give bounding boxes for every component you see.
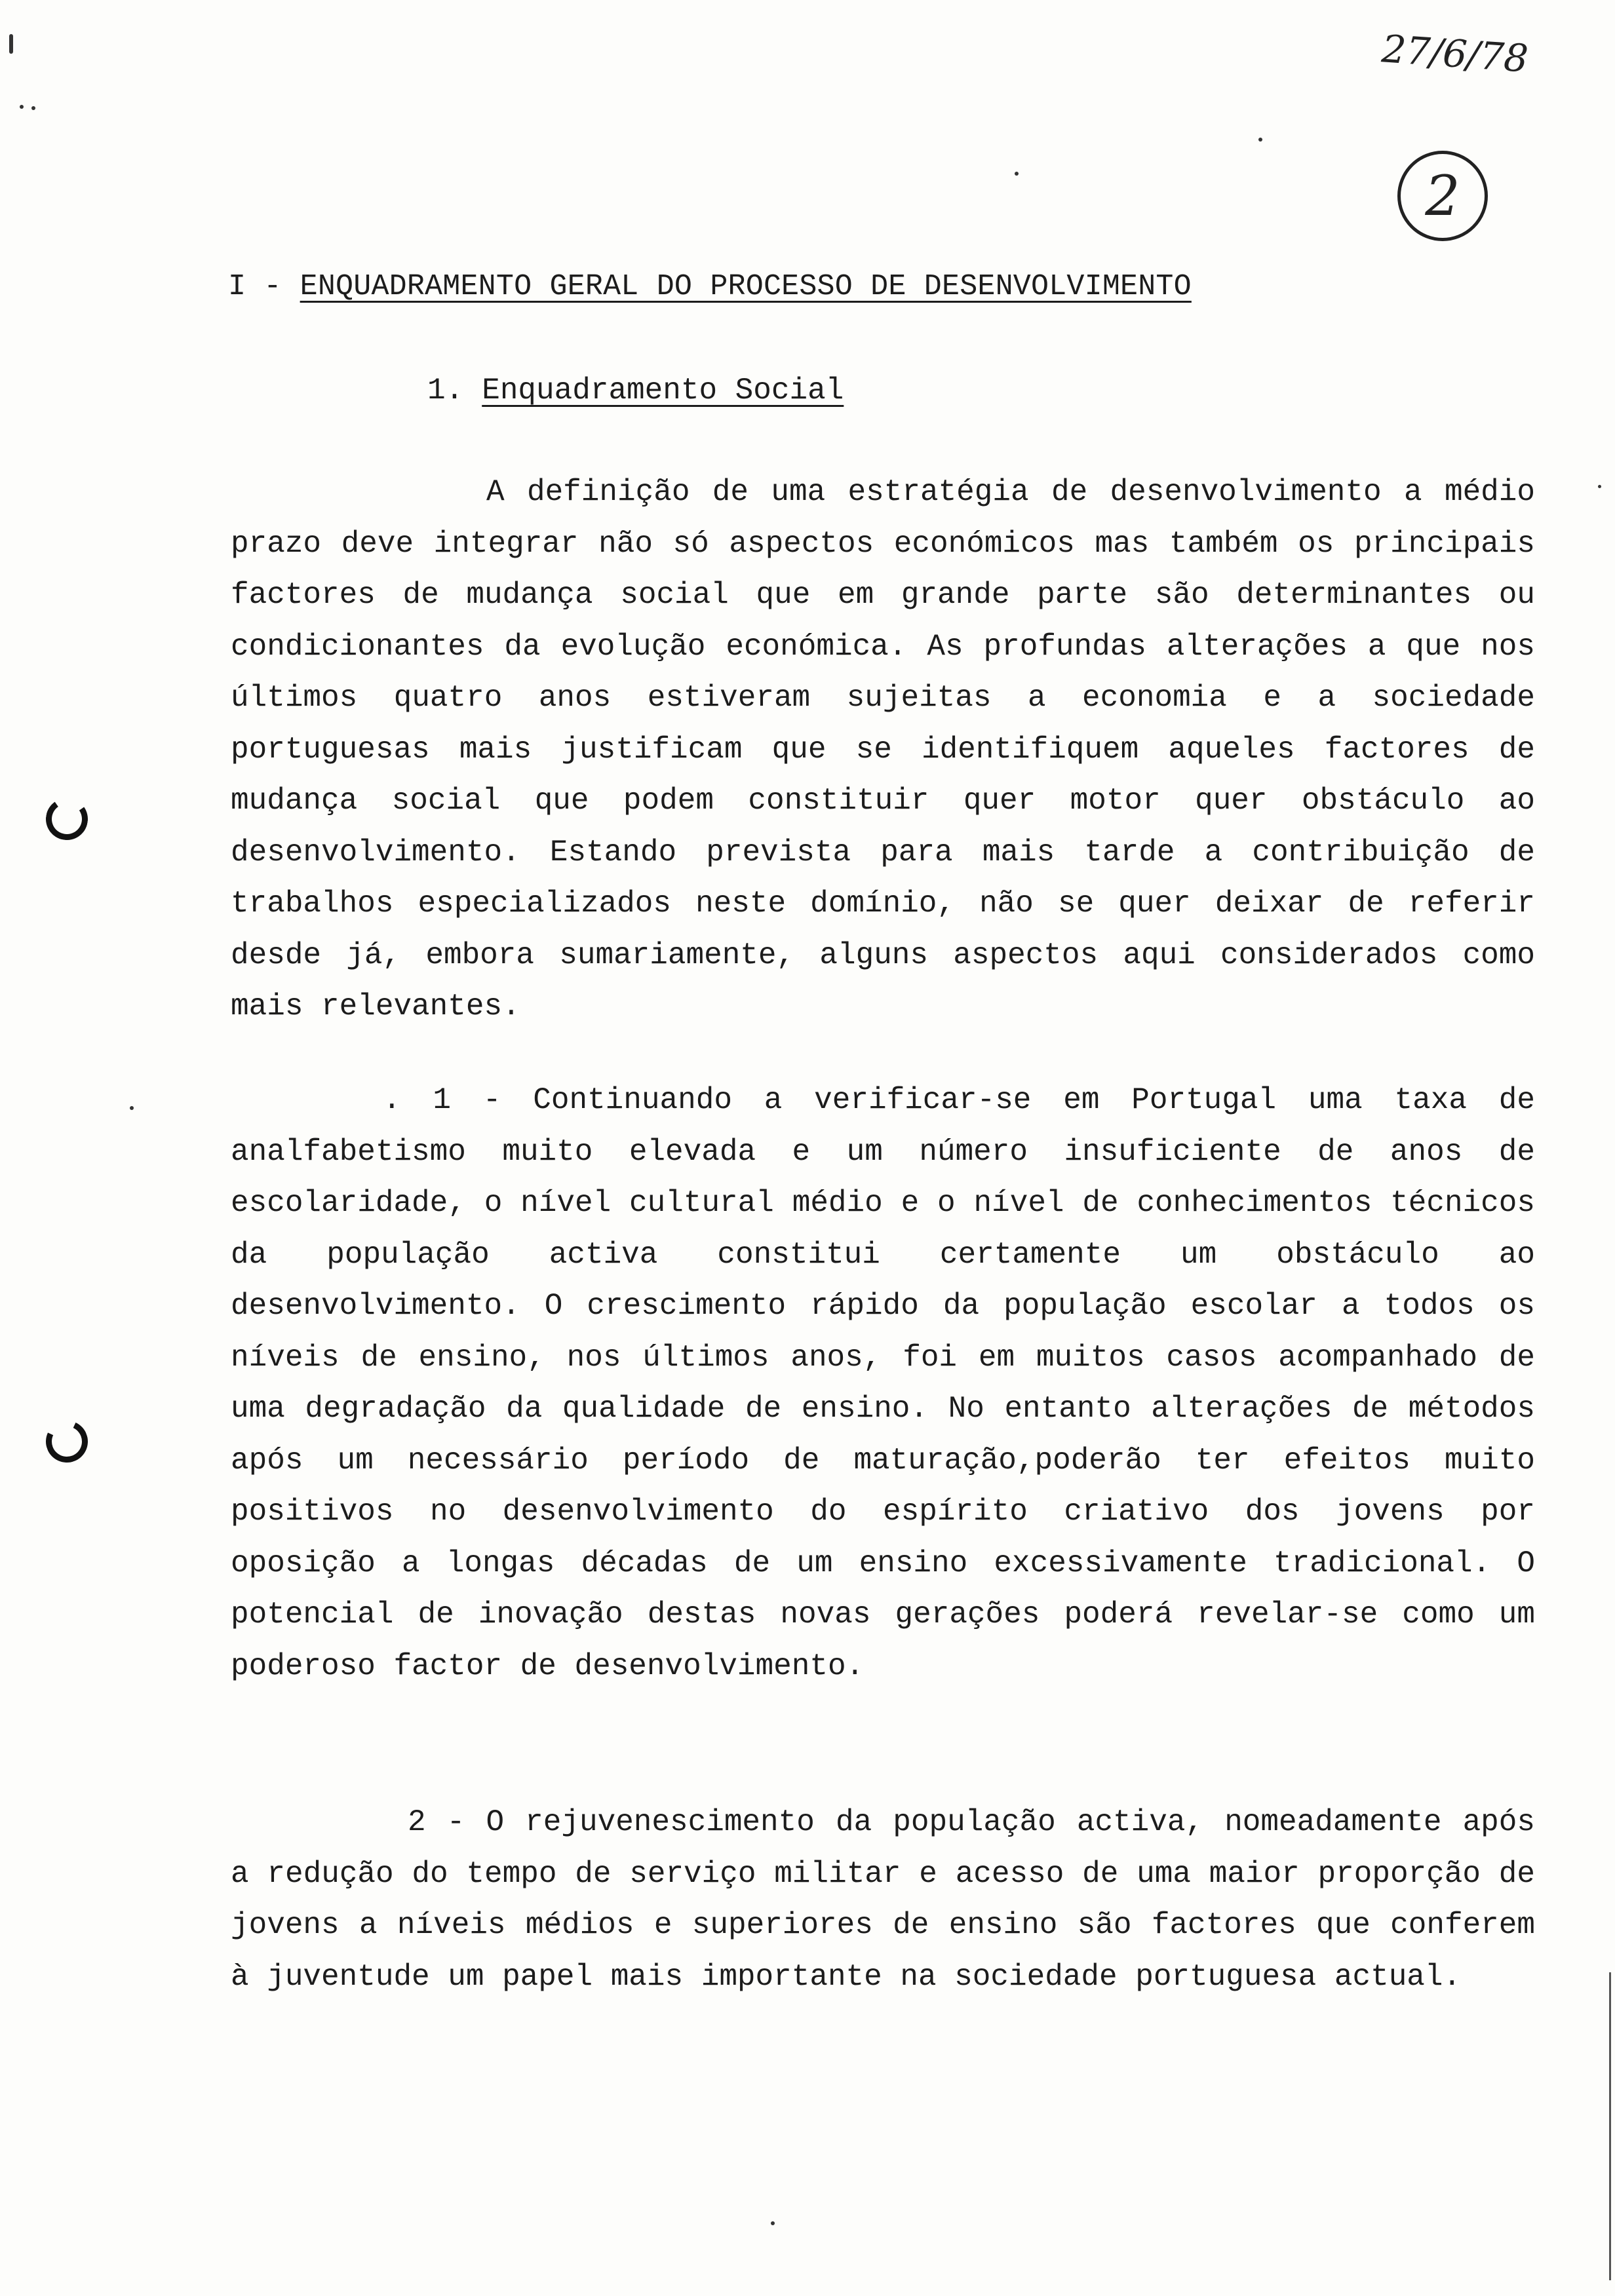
section-numeral: I - (228, 270, 282, 303)
scan-speck (771, 2221, 775, 2225)
punch-hole-mark (40, 1415, 94, 1468)
page-edge-line (1609, 1972, 1611, 2280)
scan-speck (1015, 172, 1019, 176)
subsection-title: Enquadramento Social (482, 373, 844, 408)
scan-speck (20, 105, 24, 109)
scan-speck (31, 106, 35, 110)
subsection-number: 1. (427, 373, 464, 408)
paragraph-point-2: 2 - O rejuvenescimento da população activa, nomeadamente após a redução do tempo de serviço militar e acesso de uma maior proporção de jovens a níveis médios e superiores de ensino são factores que conferem à juventude um papel mais importante na sociedade portuguesa actual. (231, 1805, 1535, 1994)
scan-speck (130, 1106, 134, 1110)
page-number: 2 (1425, 164, 1460, 228)
handwritten-date: 27/6/78 (1380, 26, 1530, 81)
scan-speck (1598, 485, 1601, 488)
paragraph-intro: A definição de uma estratégia de desenvolvimento a médio prazo deve integrar não só aspectos económicos mas também os principais factores de mudança social que em grande parte são determinantes ou condicionantes da evolução económica. As profundas alterações a que nos últimos quatro anos estiveram sujeitas a economia e a sociedade portuguesas mais justificam que se identifiquem aqueles factores de mudança social que podem constituir quer motor quer obstáculo ao desenvolvimento. Estando prevista para mais tarde a contribuição de trabalhos especializados neste domínio, não se quer deixar de referir desde já, embora sumariamente, alguns aspectos aqui considerados como mais relevantes. (231, 475, 1535, 1024)
punch-hole-mark (43, 795, 91, 843)
scan-speck (1258, 138, 1262, 142)
section-title: ENQUADRAMENTO GERAL DO PROCESSO DE DESENVOLVIMENTO (300, 270, 1192, 303)
section-heading (228, 270, 1192, 303)
paragraph-point-1: . 1 - Continuando a verificar-se em Portugal uma taxa de analfabetismo muito elevada e um número insuficiente de anos de escolaridade, o nível cultural médio e o nível de conhecimentos técnicos da população activa constitui certamente um obstáculo ao desenvolvimento. O crescimento rápido da população escolar a todos os níveis de ensino, nos últimos anos, foi em muitos casos acompanhado de uma degradação da qualidade de ensino. No entanto alterações de métodos após um necessário período de maturação,poderão ter efeitos muito positivos no desenvolvimento do espírito criativo dos jovens por oposição a longas décadas de um ensino excessivamente tradicional. O potencial de inovação destas novas gerações poderá revelar-se como um poderoso factor de desenvolvimento. (231, 1083, 1535, 1683)
subsection-heading (427, 373, 844, 408)
scan-speck (9, 34, 13, 54)
circled-page-number (1397, 151, 1488, 241)
